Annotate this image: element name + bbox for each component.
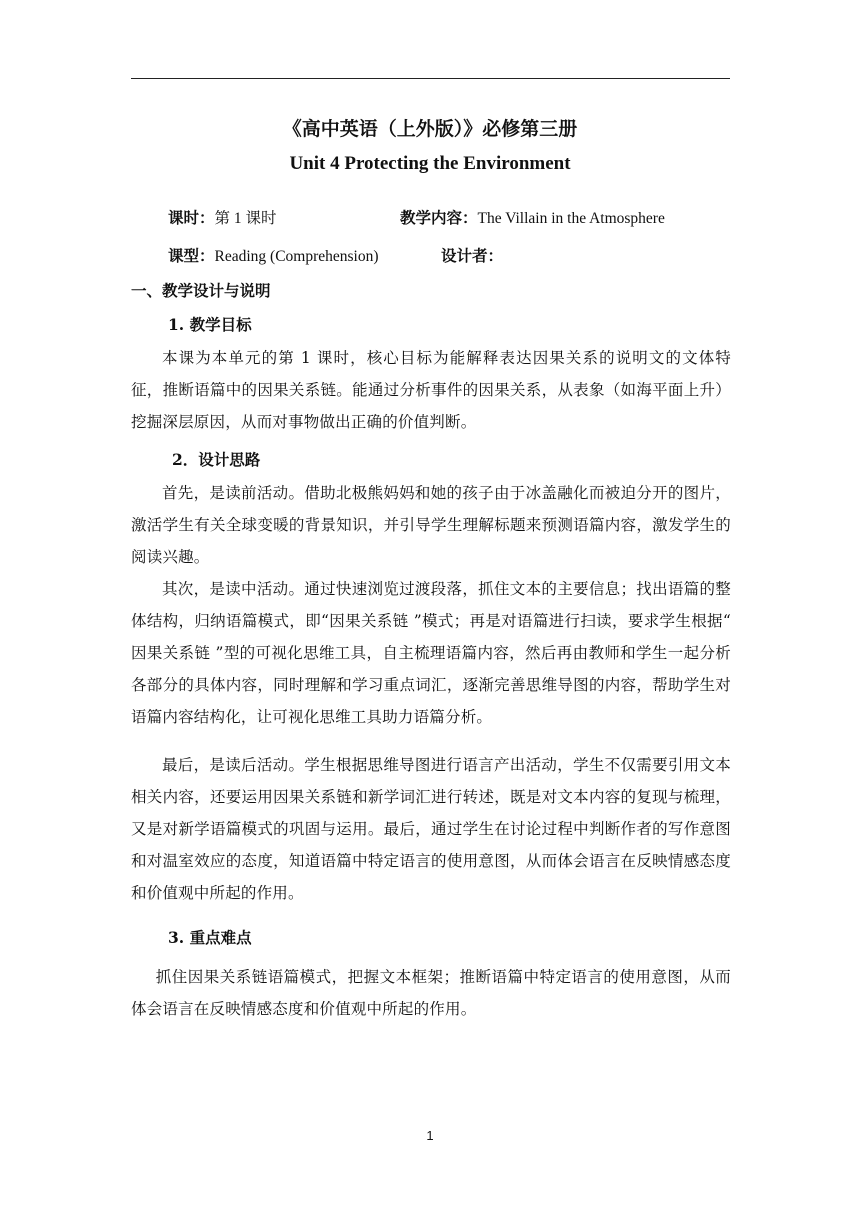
key-points-paragraph: 抓住因果关系链语篇模式，把握文本框架；推断语篇中特定语言的使用意图，从而体会语言在反映情感态度和价值观中所起的作用。 (131, 968, 731, 1018)
section-heading: 一、教学设计与说明 (131, 281, 271, 300)
subheading-key-points: 3. 重点难点 (168, 928, 252, 947)
document-title: 《高中英语（上外版）》必修第三册 (282, 118, 578, 140)
unit-title: Unit 4 Protecting the Environment (289, 153, 571, 174)
content-value: The Villain in the Atmosphere (477, 210, 665, 227)
objectives-paragraph: 本课为本单元的第 1 课时，核心目标为能解释表达因果关系的说明文的文体特征，推断语篇中的因果关系链。能通过分析事件的因果关系，从表象（如海平面上升）挖掘深层原因，从而对事物做出正确的价值判断。 (131, 349, 731, 431)
subheading-design: 2．设计思路 (172, 450, 261, 469)
period-label: 课时： (168, 208, 215, 227)
period-value: 第 1 课时 (214, 210, 277, 227)
type-label: 课型： (168, 246, 215, 265)
design-paragraph-3: 最后，是读后活动。学生根据思维导图进行语言产出活动，学生不仅需要引用文本相关内容，还要运用因果关系链和新学词汇进行转述，既是对文本内容的复现与梳理，又是对新学语篇模式的巩固与运用。最后，通过学生在讨论过程中判断作者的写作意图和对温室效应的态度，知道语篇中特定语言的使用意图，从而体会语言在反映情感态度和价值观中所起的作用。 (131, 756, 731, 902)
page-number: 1 (426, 1128, 434, 1143)
type-field (168, 245, 379, 268)
design-paragraph-2: 其次，是读中活动。通过快速浏览过渡段落，抓住文本的主要信息；找出语篇的整体结构，归纳语篇模式，即“因果关系链 ”模式；再是对语篇进行扫读，要求学生根据“ 因果关系链 ”型的可视化思维工具，自主梳理语篇内容，然后再由教师和学生一起分析各部分的具体内容，同时理解和学习重点词汇，逐渐完善思维导图的内容，帮助学生对语篇内容结构化，让可视化思维工具助力语篇分析。 (131, 580, 731, 726)
design-paragraph-1: 首先，是读前活动。借助北极熊妈妈和她的孩子由于冰盖融化而被迫分开的图片，激活学生有关全球变暖的背景知识，并引导学生理解标题来预测语篇内容，激发学生的阅读兴趣。 (131, 484, 731, 566)
designer-field (441, 245, 503, 267)
content-label: 教学内容： (400, 208, 478, 227)
subheading-objectives: 1. 教学目标 (168, 315, 252, 334)
content-field (400, 207, 665, 230)
period-field (168, 207, 277, 230)
header-rule (131, 78, 730, 79)
type-value: Reading (Comprehension) (214, 248, 379, 265)
designer-label: 设计者： (441, 246, 504, 265)
